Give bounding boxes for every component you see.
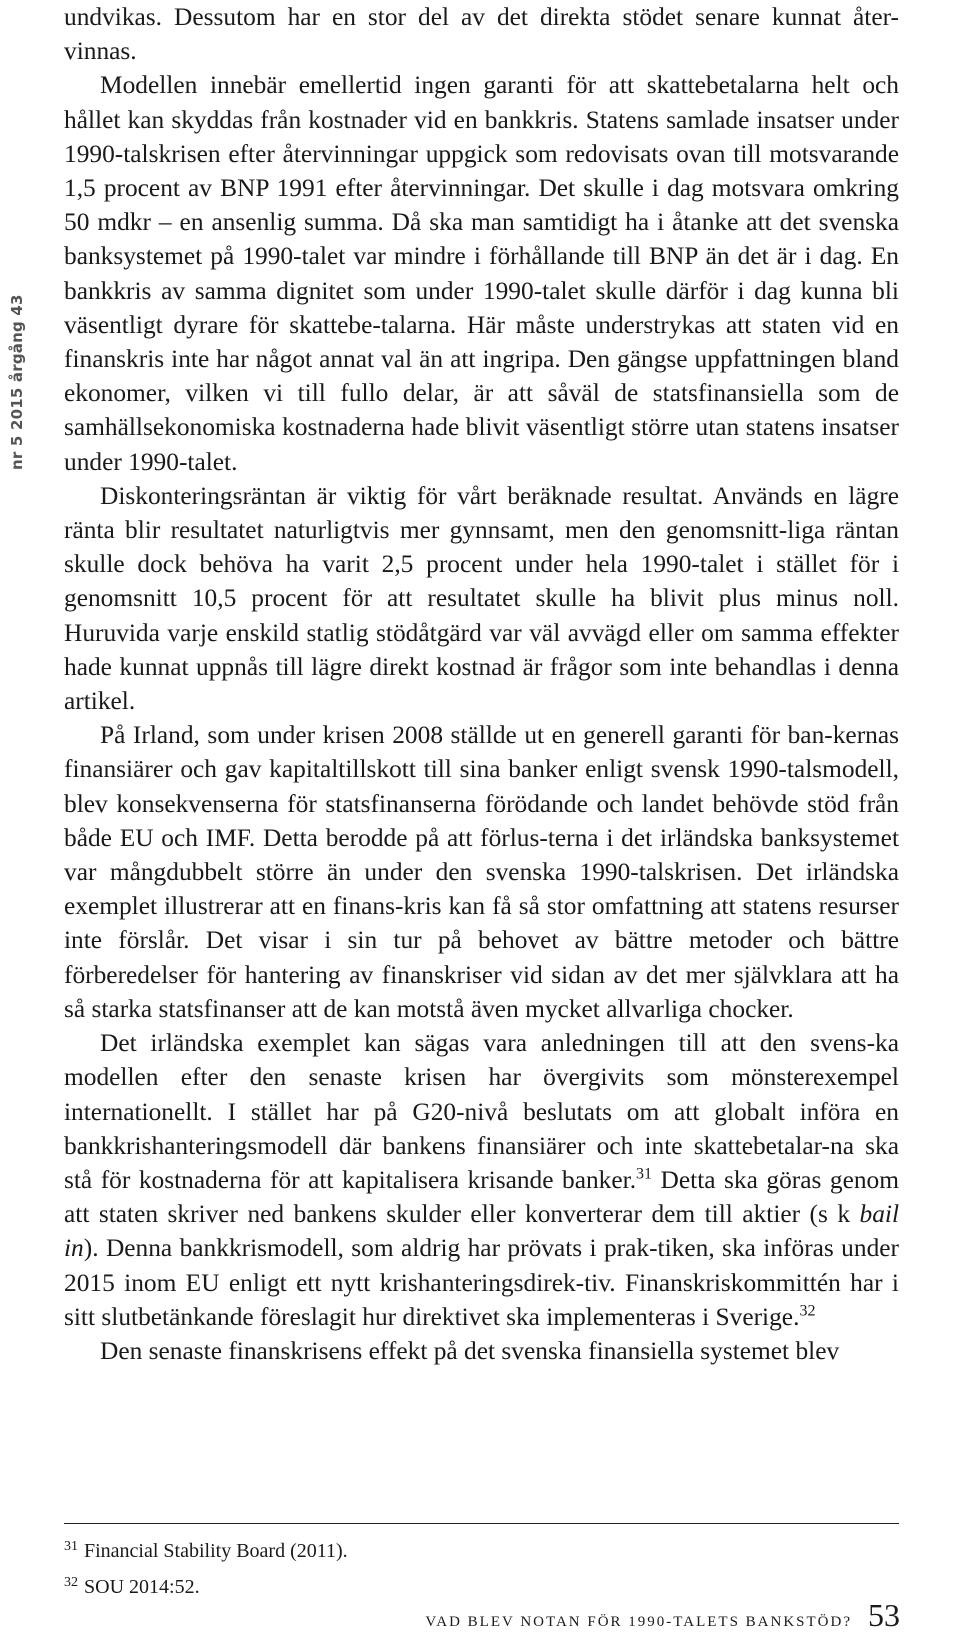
footnotes [64, 1531, 899, 1603]
journal-issue-label: nr 5 2015 årgång 43 [8, 294, 26, 470]
footnote-31 [64, 1531, 899, 1567]
paragraph-2: Modellen innebär emellertid ingen garanti för att skattebetalarna helt och hållet kan skyddas från kostnader vid en bankkris. Statens samlade insatser under 1990-talskrisen efter återvinningar uppgick som redovisats ovan till motsvarande 1,5 procent av BNP 1991 efter återvinningar. Det skulle i dag motsvara omkring 50 mdkr – en ansenlig summa. Då ska man samtidigt ha i åtanke att det svenska banksystemet på 1990-talet var mindre i förhållande till BNP än det är i dag. En bankkris av samma dignitet som under 1990-talet skulle därför i dag kunna bli väsentligt dyrare för skattebe-talarna. Här måste understrykas att staten vid en finanskris inte har något annat val än att ingripa. Den gängse uppfattningen bland ekonomer, vilken vi till fullo delar, är att såväl de statsfinansiella som de samhällsekonomiska kostnaderna hade blivit väsentligt större utan statens insatser under 1990-talet. [64, 71, 899, 476]
paragraph-5-part-1: Det irländska exemplet kan sägas vara anledningen till att den svens-ka modellen efter den senaste krisen har övergivits som mönsterexempel internationellt. I stället har på G20-nivå beslutats om att globalt införa en bankkrishanteringsmodell där bankens finansiärer och inte skattebetalar-na ska stå för kostnaderna för att kapitalisera krisande banker. [64, 1029, 899, 1194]
paragraph-1: undvikas. Dessutom har en stor del av det direkta stödet senare kunnat åter-vinnas. [64, 3, 899, 66]
page-footer [425, 1597, 900, 1634]
footnote-ref-31[interactable]: 31 [636, 1165, 653, 1183]
footnote-ref-32[interactable]: 32 [799, 1302, 816, 1320]
page-number: 53 [868, 1597, 900, 1633]
paragraph-5 [64, 1026, 899, 1334]
running-title: VAD BLEV NOTAN FÖR 1990-TALETS BANKSTÖD? [425, 1614, 852, 1630]
footnote-number: 31 [64, 1539, 78, 1554]
paragraph-5-part-3: ). Denna bankkrismodell, som aldrig har prövats i prak-tiken, ska införas under 2015 inom EU enligt ett nytt krishanteringsdirek-tiv. Finanskriskommittén har i sitt slutbetänkande föreslagit hur direktivet ska implementeras i Sverige. [64, 1234, 899, 1331]
bail-in-term: bail in [64, 1200, 899, 1263]
paragraph-5-part-2: Detta ska göras genom att staten skriver ned bankens skulder eller konverterar dem till aktier (s k [64, 1165, 899, 1229]
footnote-text: SOU 2014:52. [84, 1576, 200, 1598]
paragraph-6: Den senaste finanskrisens effekt på det svenska finansiella systemet blev [100, 1336, 840, 1365]
paragraph-3: Diskonteringsräntan är viktig för vårt beräknade resultat. Används en lägre ränta blir resultatet naturligtvis mer gynnsamt, men den genomsnitt-liga räntan skulle dock behöva ha varit 2,5 procent under hela 1990-talet i stället för i genomsnitt 10,5 procent för att resultatet skulle ha blivit plus minus noll. Huruvida varje enskild statlig stödåtgärd var väl avvägd eller om samma effekter hade kunnat uppnås till lägre direkt kostnad är frågor som inte behandlas i denna artikel. [64, 481, 899, 716]
paragraph-4: På Irland, som under krisen 2008 ställde ut en generell garanti för ban-kernas finansiärer och gav kapitaltillskott till sina banker enligt svensk 1990-talsmodell, blev konsekvenserna för statsfinanserna förödande och landet behövde stöd från både EU och IMF. Detta berodde på att förlus-terna i det irländska banksystemet var mångdubbelt större än under den svenska 1990-talskrisen. Det irländska exemplet illustrerar att en finans-kris kan få så stor omfattning att statens resurser inte förslår. Det visar i sin tur på behovet av bättre metoder och bättre förberedelser för hantering av finanskriser vid sidan av det mer självklara att ha så starka statsfinanser att de kan motstå även mycket allvarliga chocker. [64, 721, 899, 1023]
footnote-text: Financial Stability Board (2011). [84, 1540, 348, 1562]
footnote-number: 32 [64, 1575, 78, 1590]
article-body [64, 0, 899, 1368]
footnote-divider [64, 1523, 899, 1524]
